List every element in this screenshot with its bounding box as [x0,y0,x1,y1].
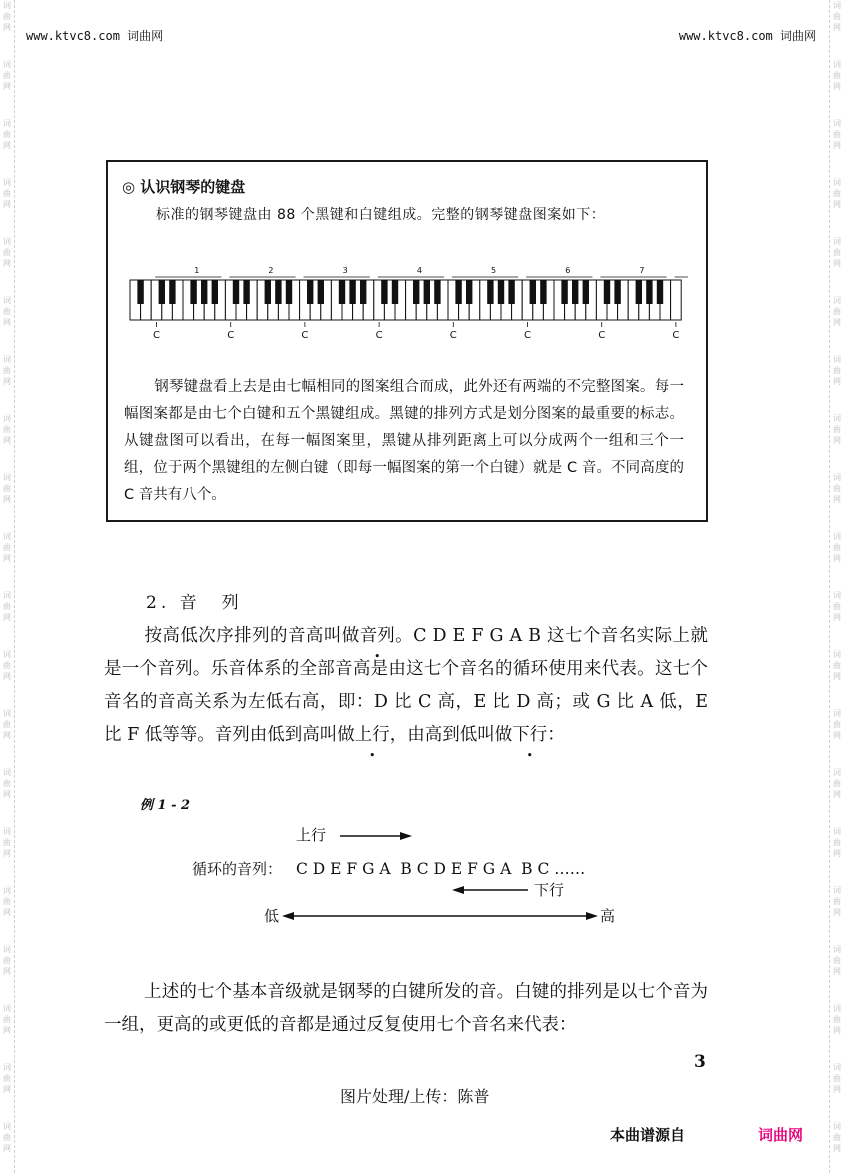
octave-number: 6 [565,266,571,275]
black-key [339,280,345,304]
watermark-mark: 词 曲 网 [833,1004,841,1035]
para2-text: 上述的七个基本音级就是钢琴的白键所发的音。白键的排列是以七个音为一组，更高的或更低的音都是通过反复使用七个音名来代表： [104,982,708,1035]
watermark-mark: 词 曲 网 [833,532,841,563]
black-key [159,280,165,304]
emphasis-term-xiaxing: 下行 [512,725,548,745]
para1-part-b: 。C D E F G A B 这七个音名实际上就是一个音列。乐音体系的全部音高是由这七个音名的循环使用来代表。这七个音名的音高关系为左低右高，即：D 比 C 高，E 比 D 高；或 G 比 A 低，E 比 F 低等等。音列由低到高叫做 [104,626,708,745]
up-label: 上行 [296,826,327,844]
watermark-mark: 词 曲 网 [833,1063,841,1094]
watermark-mark: 词 曲 网 [3,1,11,32]
black-key [646,280,652,304]
watermark-mark: 词 曲 网 [3,827,11,858]
black-key [275,280,281,304]
black-key [307,280,313,304]
octave-number: 4 [416,266,422,275]
white-key [671,280,682,320]
watermark-mark: 词 曲 网 [833,355,841,386]
watermark-mark: 词 曲 网 [3,886,11,917]
watermark-mark: 词 曲 网 [3,768,11,799]
watermark-mark: 词 曲 网 [3,532,11,563]
low-label: 低 [264,907,280,925]
watermark-mark: 词 曲 网 [3,60,11,91]
section-title: 2. 音 列 [146,593,243,613]
source-label: 本曲谱源自 [610,1126,686,1144]
header-url-right[interactable]: www.ktvc8.com 词曲网 [678,29,816,43]
black-key [636,280,642,304]
c-key-label: C [153,330,160,341]
emphasis-term-shangxing: 上行 [354,725,390,745]
watermark-mark: 词 曲 网 [833,237,841,268]
watermark-mark: 词 曲 网 [833,886,841,917]
black-key [508,280,514,304]
watermark-mark: 词 曲 网 [833,296,841,327]
black-key [286,280,292,304]
image-credit: 图片处理/上传：陈普 [340,1087,490,1106]
c-key-label: C [301,330,309,341]
c-key-label: C [227,330,235,341]
black-key [392,280,398,304]
black-key [233,280,239,304]
black-key [561,280,567,304]
watermark-mark: 词 曲 网 [833,1122,841,1153]
watermark-mark: 词 曲 网 [3,296,11,327]
right-watermark-strip [829,0,844,1173]
c-key-label: C [449,330,457,341]
black-key [169,280,175,304]
watermark-mark: 词 曲 网 [3,355,11,386]
black-key [381,280,387,304]
watermark-mark: 词 曲 网 [3,1063,11,1094]
black-key [487,280,493,304]
black-key [349,280,355,304]
black-key [243,280,249,304]
c-key-label: C [375,330,383,341]
watermark-mark: 词 曲 网 [833,709,841,740]
scale-direction-diagram [190,820,640,935]
watermark-mark: 词 曲 网 [833,650,841,681]
range-arrowhead-left [282,912,294,920]
scale-notes: C D E F G A B C D E F G A B C …… [296,860,586,878]
black-key [434,280,440,304]
watermark-mark: 词 曲 网 [3,1122,11,1153]
black-key [360,280,366,304]
watermark-mark: 词 曲 网 [3,591,11,622]
watermark-mark: 词 曲 网 [833,1,841,32]
para1-part-a: 按高低次序排列的音高叫做 [144,626,360,646]
high-label: 高 [600,907,616,925]
up-arrowhead [400,832,412,840]
emphasis-term-yinlie: 音列 [359,626,395,646]
example-label: 例 1 - 2 [140,798,191,813]
black-key [424,280,430,304]
watermark-mark: 词 曲 网 [833,60,841,91]
body-paragraph-2 [104,976,708,1042]
black-key [212,280,218,304]
watermark-mark: 词 曲 网 [3,237,11,268]
black-key [137,280,143,304]
black-key [201,280,207,304]
octave-number: 7 [639,266,645,275]
octave-number: 3 [342,266,348,275]
box-intro: 标准的钢琴键盘由 88 个黑键和白键组成。完整的钢琴键盘图案如下： [156,207,606,223]
octave-number: 5 [491,266,497,275]
black-key [498,280,504,304]
watermark-mark: 词 曲 网 [833,768,841,799]
octave-number: 1 [194,266,200,275]
watermark-mark: 词 曲 网 [3,1004,11,1035]
watermark-mark: 词 曲 网 [833,473,841,504]
watermark-mark: 词 曲 网 [3,650,11,681]
watermark-mark: 词 曲 网 [833,827,841,858]
black-key [540,280,546,304]
left-watermark-strip [0,0,15,1173]
watermark-mark: 词 曲 网 [3,709,11,740]
down-label: 下行 [534,881,565,899]
watermark-mark: 词 曲 网 [833,591,841,622]
para1-part-c: ，由高到低叫做 [389,725,513,745]
watermark-mark: 词 曲 网 [833,119,841,150]
header-url-left[interactable]: www.ktvc8.com 词曲网 [26,29,164,43]
black-key [572,280,578,304]
watermark-mark: 词 曲 网 [3,473,11,504]
c-key-label: C [672,330,680,341]
watermark-mark: 词 曲 网 [3,178,11,209]
source-brand-link[interactable]: 词曲网 [758,1126,804,1144]
page-number: 3 [694,1052,706,1072]
black-key [190,280,196,304]
body-paragraph-1 [104,620,708,752]
watermark-mark: 词 曲 网 [833,945,841,976]
watermark-mark: 词 曲 网 [833,178,841,209]
black-key [614,280,620,304]
down-arrowhead [452,886,464,894]
black-key [318,280,324,304]
black-key [265,280,271,304]
black-key [455,280,461,304]
para1-part-d: ： [547,725,565,745]
watermark-mark: 词 曲 网 [3,945,11,976]
watermark-mark: 词 曲 网 [3,414,11,445]
range-arrowhead-right [586,912,598,920]
black-key [657,280,663,304]
black-key [583,280,589,304]
watermark-mark: 词 曲 网 [833,414,841,445]
row-prefix: 循环的音列： [192,860,283,878]
keyboard-info-box [106,160,708,522]
black-key [413,280,419,304]
black-key [604,280,610,304]
box-paragraph-text: 钢琴键盘看上去是由七幅相同的图案组合而成，此外还有两端的不完整图案。每一幅图案都是由七个白键和五个黑键组成。黑键的排列方式是划分图案的最重要的标志。从键盘图可以看出，在每一幅图案里，黑键从排列距离上可以分成两个一组和三个一组，位于两个黑键组的左侧白键（即每一幅图案的第一个白键）就是 C 音。不同高度的 C 音共有八个。 [124,379,684,503]
piano-keyboard-diagram [128,254,688,346]
black-key [530,280,536,304]
black-key [466,280,472,304]
c-key-label: C [524,330,531,341]
c-key-label: C [598,330,606,341]
watermark-mark: 词 曲 网 [3,119,11,150]
box-paragraph [124,374,684,509]
octave-number: 2 [268,266,274,275]
box-title: ◎ 认识钢琴的键盘 [122,178,246,196]
